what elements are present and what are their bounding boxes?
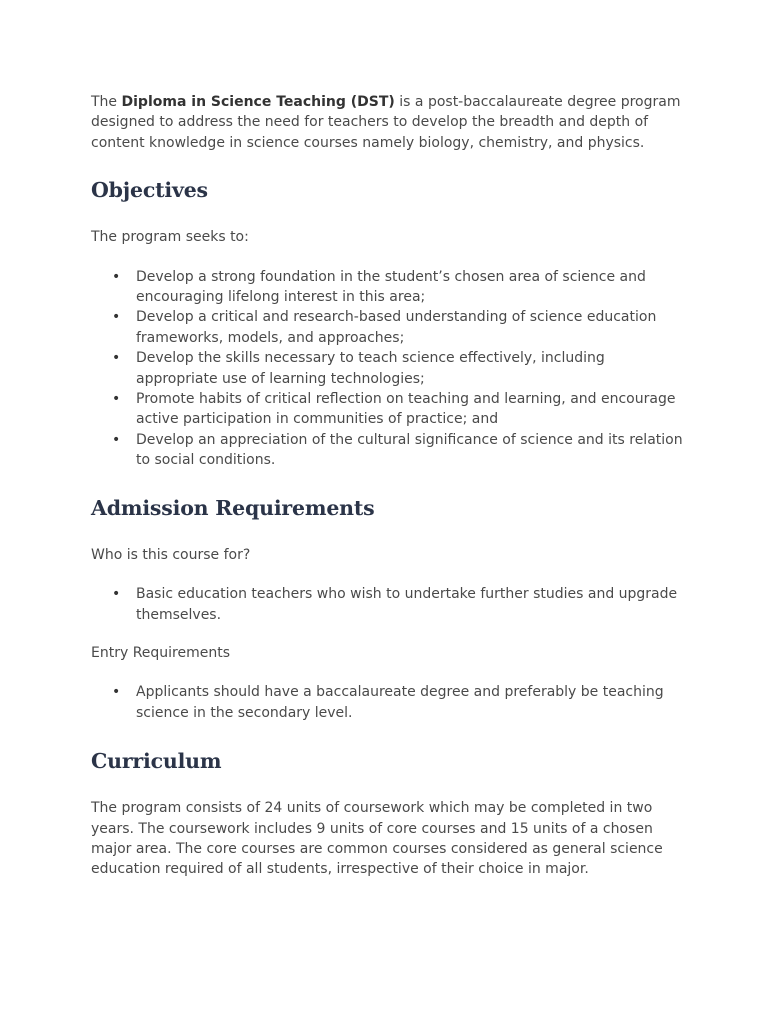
bullet-icon: • (112, 309, 121, 326)
who-question: Who is this course for? (91, 546, 251, 563)
objective-item (91, 430, 683, 471)
curriculum-paragraph: The program consists of 24 units of coursework which may be completed in two years. The coursework includes 9 units of core courses and 15 units of a chosen major area. The core courses are common courses considered as general science education required of all students, irrespective of their choice in major. (91, 800, 663, 878)
objective-text: Develop a critical and research-based understanding of science education frameworks, models, and approaches; (136, 309, 657, 346)
entry-item (91, 682, 683, 723)
objectives-heading: Objectives (91, 178, 208, 203)
bullet-icon: • (112, 350, 121, 367)
objectives-list (91, 267, 683, 471)
admission-heading: Admission Requirements (91, 495, 375, 520)
objective-item (91, 348, 683, 389)
who-item (91, 584, 683, 625)
entry-requirements-label: Entry Requirements (91, 644, 231, 661)
bullet-icon: • (112, 586, 121, 603)
intro-prefix: The (91, 94, 122, 110)
intro-paragraph (91, 92, 683, 153)
objective-item (91, 389, 683, 430)
objective-text: Develop the skills necessary to teach science effectively, including appropriate use of learning technologies; (136, 350, 605, 387)
entry-list (91, 682, 683, 723)
objective-text: Develop a strong foundation in the student’s chosen area of science and encouraging lifelong interest in this area; (136, 268, 646, 306)
who-list (91, 584, 683, 625)
bullet-icon: • (112, 431, 121, 448)
bullet-icon: • (112, 391, 121, 408)
objectives-lead: The program seeks to: (91, 229, 249, 246)
bullet-icon: • (112, 684, 121, 701)
objective-text: Develop an appreciation of the cultural significance of science and its relation to social conditions. (136, 431, 683, 469)
objective-item (91, 267, 683, 308)
bullet-icon: • (112, 268, 121, 285)
objective-item (91, 307, 683, 348)
document-content (91, 92, 683, 880)
objective-text: Promote habits of critical reflection on teaching and learning, and encourage active participation in communities of practice; and (136, 391, 676, 428)
entry-text: Applicants should have a baccalaureate degree and preferably be teaching science in the secondary level. (136, 684, 664, 721)
program-name: Diploma in Science Teaching (DST) (121, 94, 395, 110)
intro-suffix: is a post-baccalaureate degree program designed to address the need for teachers to develop the breadth and depth of content knowledge in science courses namely biology, chemistry, and physics. (91, 94, 681, 151)
who-text: Basic education teachers who wish to undertake further studies and upgrade themselves. (136, 586, 678, 623)
curriculum-heading: Curriculum (91, 749, 222, 774)
